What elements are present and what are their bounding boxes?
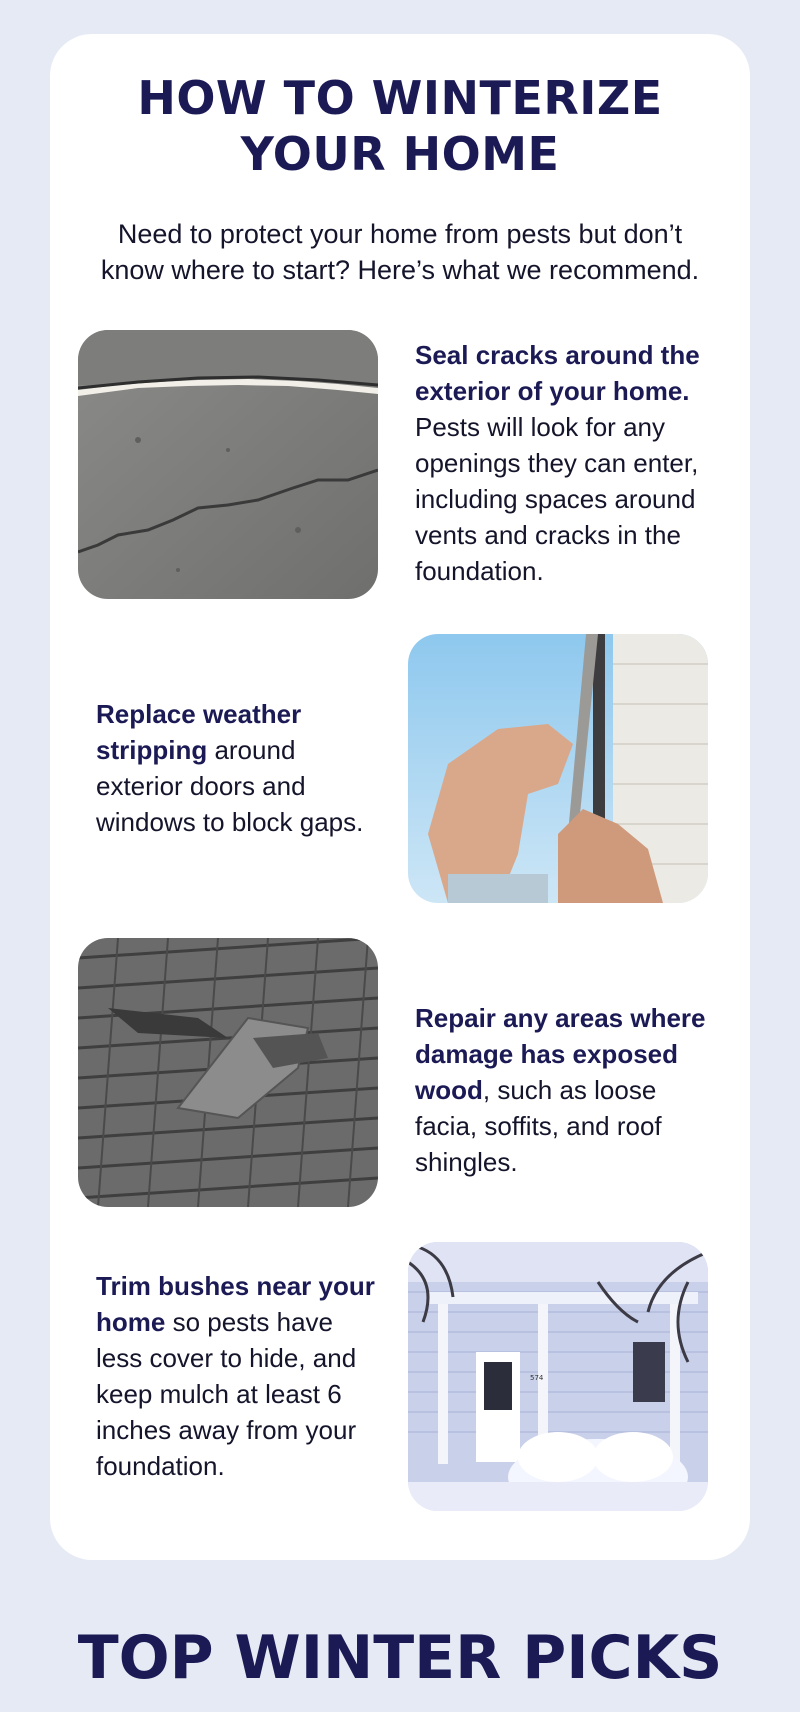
title-line-2: YOUR HOME	[240, 127, 560, 181]
step-2-text	[96, 696, 376, 840]
step-3-heading: Repair any areas where damage has exposed wood	[415, 1003, 706, 1105]
title-line-1: HOW TO WINTERIZE	[137, 71, 663, 125]
page-title	[0, 70, 800, 182]
step-2-heading: Replace weather stripping	[96, 699, 302, 765]
step-2-body: around exterior doors and windows to block gaps.	[96, 735, 364, 837]
snowy-house-photo	[408, 1242, 708, 1511]
damaged-shingles-photo	[78, 938, 378, 1207]
step-4-body: so pests have less cover to hide, and keep mulch at least 6 inches away from your foundation.	[96, 1307, 357, 1481]
step-3-text	[415, 1000, 725, 1180]
step-1-text	[415, 337, 715, 589]
step-1-body: Pests will look for any openings they can enter, including spaces around vents and cracks in the foundation.	[415, 412, 699, 586]
house-number: 574	[530, 1374, 544, 1382]
step-4-heading: Trim bushes near your home	[96, 1271, 375, 1337]
intro-text: Need to protect your home from pests but don’t know where to start? Here’s what we recommend.	[100, 219, 700, 285]
cracked-concrete-photo	[78, 330, 378, 599]
step-1-heading: Seal cracks around the exterior of your home.	[415, 340, 700, 406]
step-4-text	[96, 1268, 376, 1484]
top-winter-picks-heading: TOP WINTER PICKS	[77, 1623, 723, 1693]
weather-stripping-photo	[408, 634, 708, 903]
step-3-body: , such as loose facia, soffits, and roof shingles.	[415, 1075, 662, 1177]
